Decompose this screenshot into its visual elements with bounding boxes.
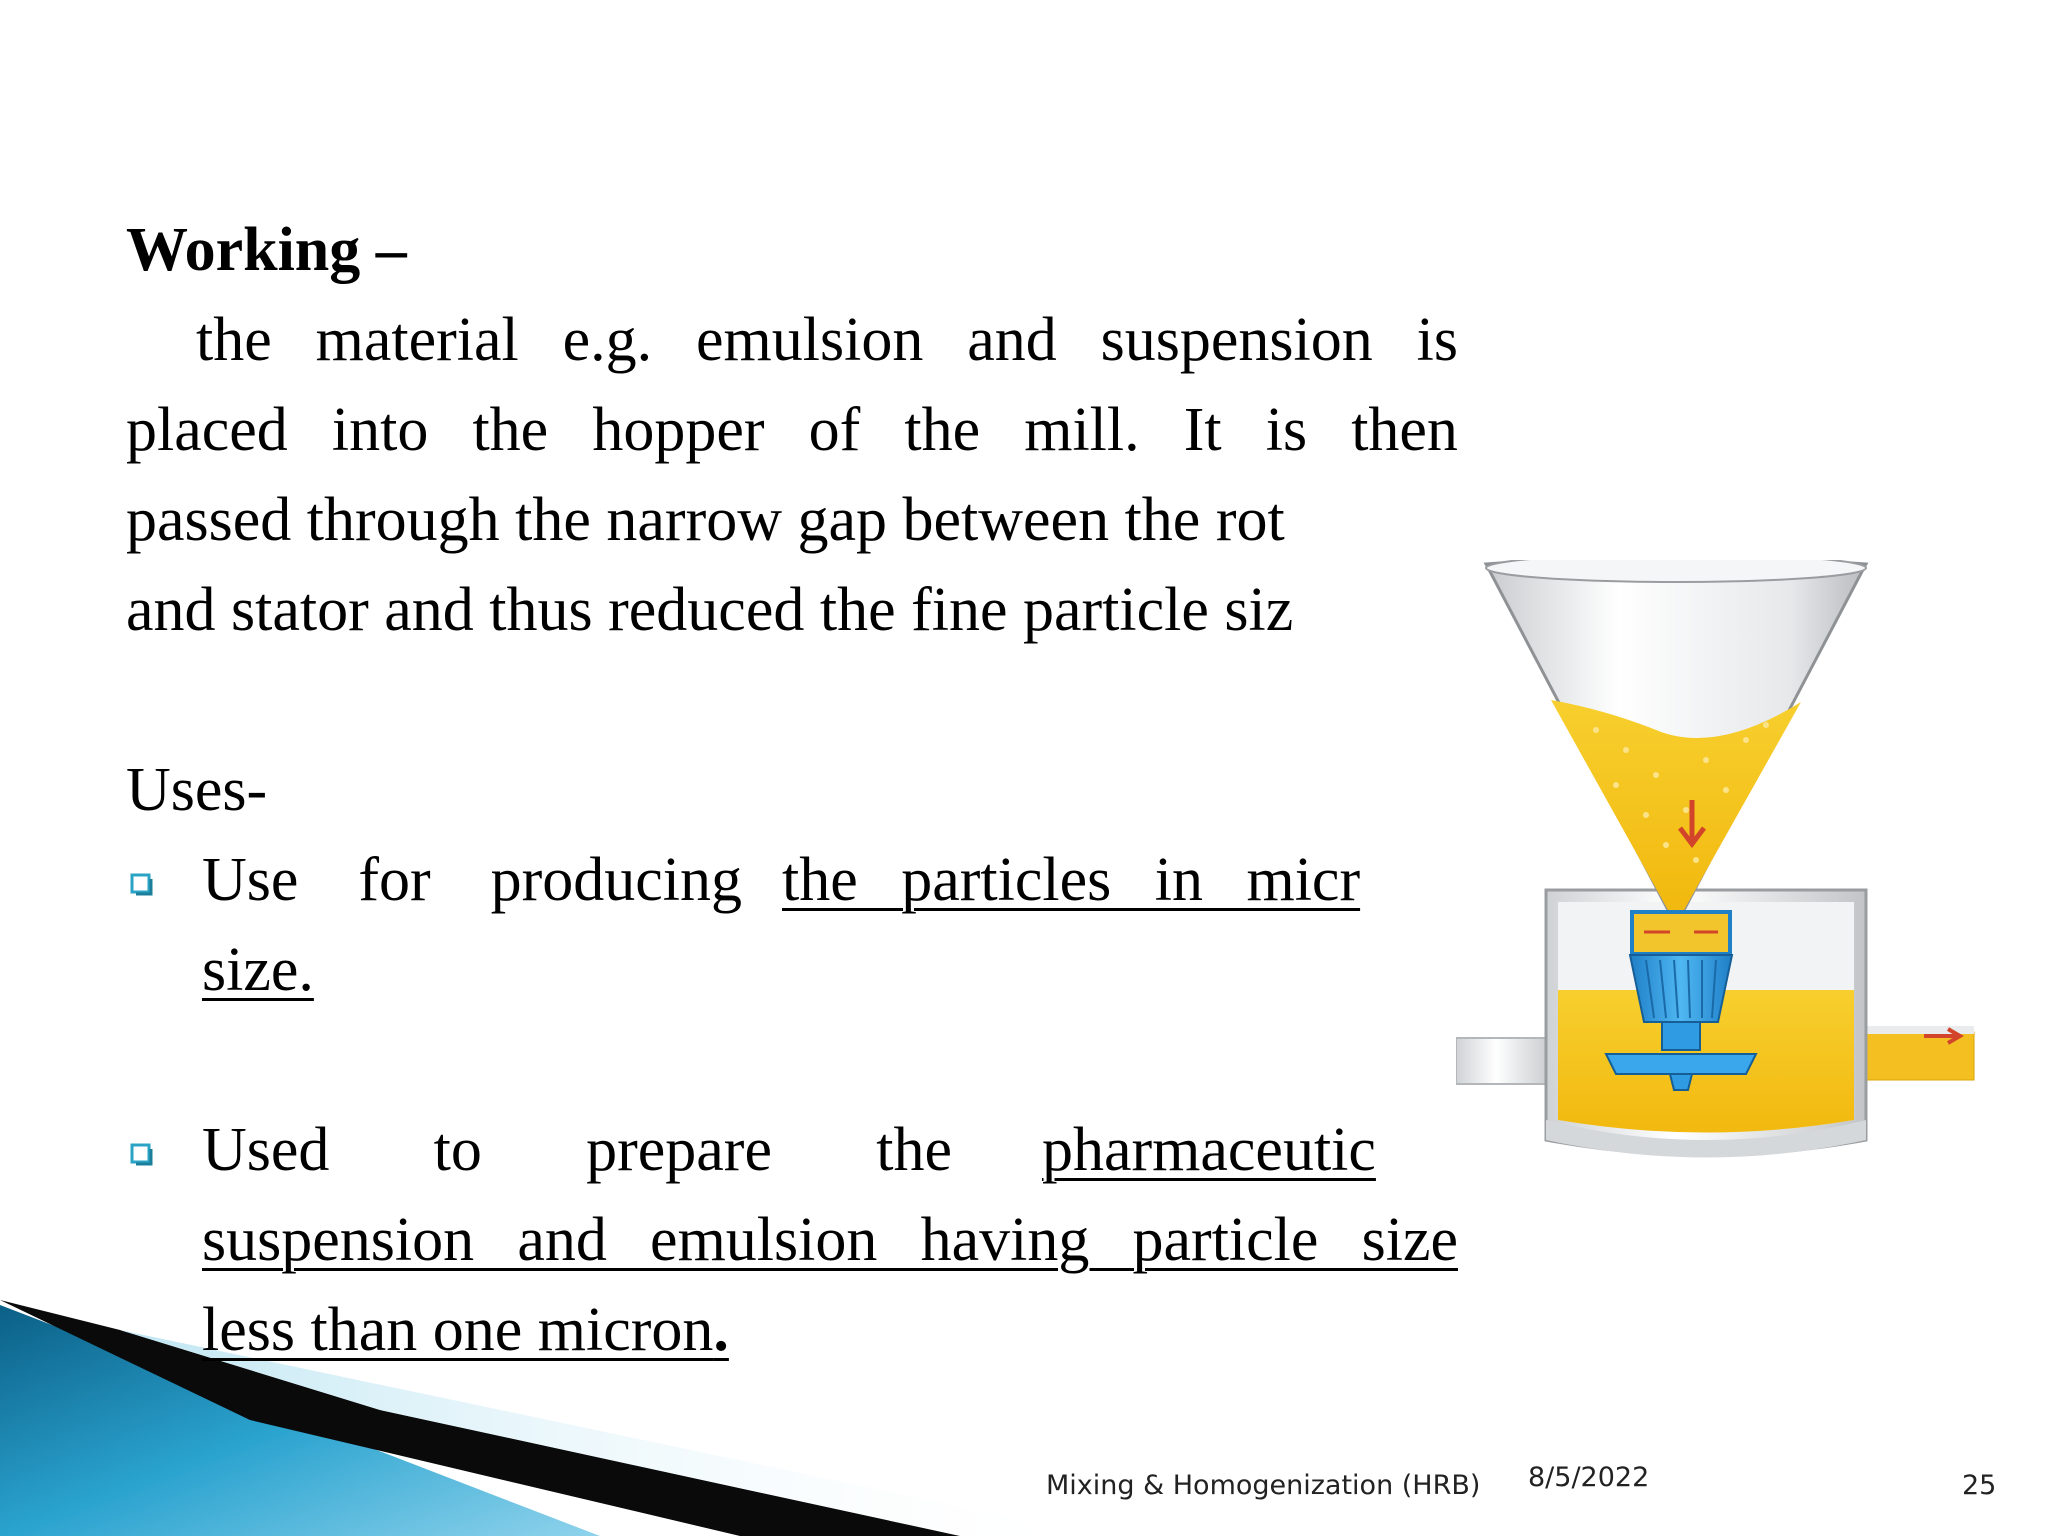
working-text-line-1	[196, 300, 1458, 380]
word: the	[904, 396, 981, 464]
underlined-text: less than one micron	[202, 1296, 714, 1364]
word: to	[433, 1116, 482, 1184]
word: It	[1183, 396, 1222, 464]
bullet-1-line-2: size.	[202, 936, 314, 1004]
word: mill.	[1024, 396, 1140, 464]
colloid-mill-illustration	[1456, 560, 1976, 1180]
word: producing	[490, 846, 742, 914]
period-bold: .	[713, 1296, 729, 1364]
working-text-line-2	[126, 390, 1458, 470]
word: material	[315, 306, 519, 374]
word: the	[472, 396, 549, 464]
word: of	[808, 396, 861, 464]
word: placed	[126, 396, 288, 464]
bullet-2-line-2: suspension and emulsion having particle size	[202, 1206, 1458, 1274]
bullet-2-line-1	[202, 1110, 1402, 1190]
square-bullet-icon	[130, 1143, 154, 1167]
word: prepare	[586, 1116, 772, 1184]
word: for	[358, 846, 431, 914]
working-text-line-4: and stator and thus reduced the fine particle siz	[126, 576, 1294, 644]
word: is	[1416, 306, 1458, 374]
word: and	[967, 306, 1057, 374]
word: the	[196, 306, 272, 374]
bullet-2-line-3	[202, 1290, 729, 1370]
section-heading-working: Working –	[126, 216, 407, 284]
word: Used	[202, 1116, 330, 1184]
underlined-text: the particles in micr	[782, 846, 1361, 914]
word: e.g.	[562, 306, 653, 374]
word: the	[876, 1116, 952, 1184]
square-bullet-icon	[130, 873, 154, 897]
underlined-text: pharmaceutic	[1042, 1116, 1376, 1184]
word: suspension	[1100, 306, 1373, 374]
word: into	[331, 396, 429, 464]
word: then	[1351, 396, 1458, 464]
footer-title: Mixing & Homogenization (HRB)	[1046, 1470, 1481, 1501]
word: Use	[202, 846, 299, 914]
working-text-line-3: passed through the narrow gap between the rot	[126, 486, 1285, 554]
word: emulsion	[696, 306, 924, 374]
footer-date: 8/5/2022	[1528, 1462, 1650, 1493]
bullet-1-line-1	[202, 840, 1402, 920]
word: is	[1265, 396, 1308, 464]
uses-label: Uses-	[126, 756, 268, 824]
word: hopper	[592, 396, 765, 464]
page-number: 25	[1962, 1470, 1997, 1501]
